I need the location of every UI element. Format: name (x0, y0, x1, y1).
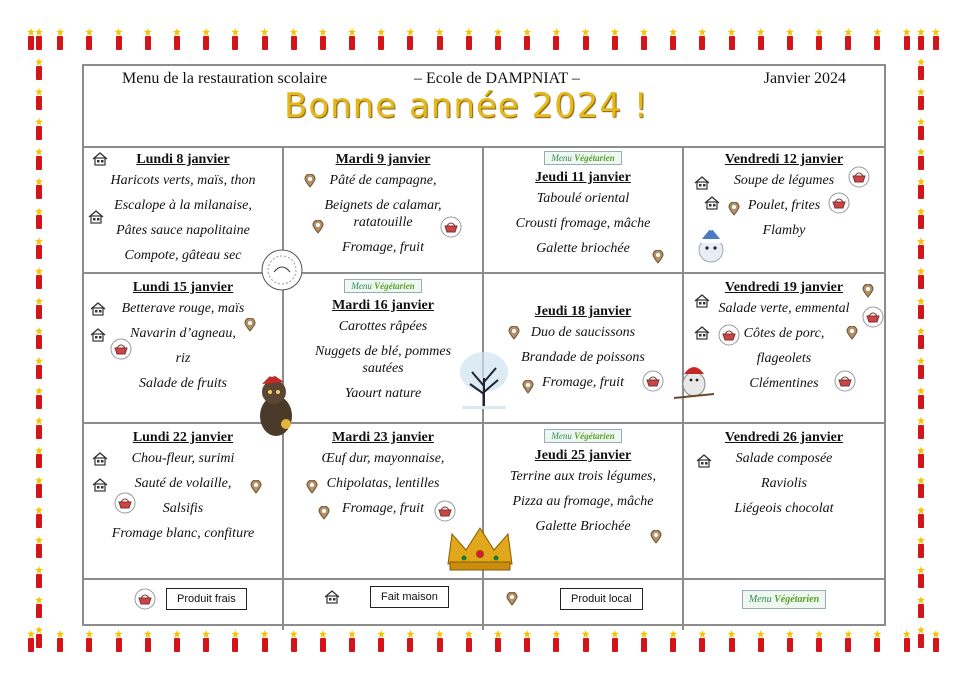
dish: Carottes râpées (338, 319, 428, 334)
day-title: Vendredi 19 janvier (724, 280, 844, 295)
basket-icon (862, 306, 884, 328)
house-icon (92, 452, 108, 466)
candle-icon (34, 148, 44, 170)
snowman-image (692, 226, 730, 264)
candle-icon (916, 446, 926, 468)
menu-header (84, 66, 884, 148)
candle-icon (785, 630, 795, 652)
candle-icon (668, 630, 678, 652)
house-icon (696, 454, 712, 468)
candle-icon (916, 297, 926, 319)
candle-border-left (34, 28, 54, 648)
candle-icon (916, 88, 926, 110)
candle-icon (114, 28, 124, 50)
menu-frame (82, 64, 886, 626)
house-icon (694, 294, 710, 308)
dish: Raviolis (761, 476, 807, 491)
candle-icon (114, 630, 124, 652)
legend-row (84, 580, 884, 630)
house-icon (88, 210, 104, 224)
basket-icon (642, 370, 664, 392)
candle-icon (581, 28, 591, 50)
pin-icon (244, 318, 256, 332)
dish: Flamby (762, 223, 806, 238)
candle-icon (916, 387, 926, 409)
candle-icon (289, 630, 299, 652)
candle-icon (260, 28, 270, 50)
dish: Fromage blanc, confiture (111, 526, 255, 541)
page-title: Bonne année 2024 ! (284, 86, 649, 126)
house-icon (90, 302, 106, 316)
day-title: Mardi 23 janvier (332, 430, 434, 445)
candle-icon (843, 28, 853, 50)
candle-border-right (916, 28, 936, 648)
candle-icon (34, 476, 44, 498)
header-left: Menu de la restauration scolaire (122, 70, 328, 87)
week-row-2 (84, 274, 884, 424)
candle-icon (464, 28, 474, 50)
basket-icon (114, 492, 136, 514)
day-title: Lundi 8 janvier (136, 152, 230, 167)
candle-icon (34, 387, 44, 409)
basket-icon (110, 338, 132, 360)
dish: Chipolatas, lentilles (326, 476, 440, 491)
pin-icon (508, 326, 520, 340)
candle-icon (84, 28, 94, 50)
candle-icon (916, 506, 926, 528)
candle-border-bottom (0, 630, 967, 658)
bird-image (674, 358, 714, 402)
candle-icon (916, 626, 926, 648)
house-icon (92, 152, 108, 166)
candle-icon (916, 28, 926, 50)
vegetarian-badge: Menu Végétarien (544, 429, 621, 443)
candle-icon (34, 177, 44, 199)
dish: Duo de saucissons (530, 325, 636, 340)
candle-icon (34, 506, 44, 528)
dish: Compote, gâteau sec (124, 248, 242, 263)
candle-icon (493, 630, 503, 652)
pin-icon (652, 250, 664, 264)
dish: Poulet, frites (747, 198, 821, 213)
candle-icon (34, 58, 44, 80)
dish: Terrine aux trois légumes, (510, 469, 656, 484)
candle-icon (916, 58, 926, 80)
candle-icon (376, 630, 386, 652)
pin-icon (650, 530, 662, 544)
candle-icon (581, 630, 591, 652)
candle-icon (34, 267, 44, 289)
day-cell-fri-26 (684, 424, 884, 578)
candle-icon (289, 28, 299, 50)
pin-icon (728, 202, 740, 216)
candle-icon (318, 630, 328, 652)
day-title: Vendredi 26 janvier (724, 430, 844, 445)
basket-icon (440, 216, 462, 238)
pin-icon (250, 480, 262, 494)
candle-icon (756, 28, 766, 50)
candle-icon (230, 630, 240, 652)
day-title: Jeudi 11 janvier (535, 170, 631, 185)
dish: Pizza au fromage, mâche (512, 494, 654, 509)
pin-icon (318, 506, 330, 520)
candle-icon (727, 28, 737, 50)
candle-icon (34, 28, 44, 50)
vegetarian-badge: Menu Végétarien (742, 590, 826, 609)
candle-icon (872, 28, 882, 50)
candle-icon (785, 28, 795, 50)
basket-icon (434, 500, 456, 522)
candle-icon (916, 207, 926, 229)
legend-homemade (284, 580, 484, 630)
pin-icon (862, 284, 874, 298)
dish: Salade composée (735, 451, 833, 466)
vegetarian-badge: Menu Végétarien (544, 151, 621, 165)
candle-icon (916, 327, 926, 349)
dish: Fromage, fruit (542, 375, 624, 390)
day-cell-tue-16 (284, 274, 484, 422)
day-cell-thu-11 (484, 146, 684, 272)
candle-icon (34, 327, 44, 349)
basket-icon (828, 192, 850, 214)
candle-icon (697, 28, 707, 50)
candle-icon (668, 28, 678, 50)
dish: Escalope à la milanaise, (114, 198, 252, 213)
vegetarian-badge: Menu Végétarien (344, 279, 421, 293)
dish: Salade de fruits (139, 376, 227, 391)
candle-icon (34, 626, 44, 648)
day-title: Lundi 22 janvier (132, 430, 234, 445)
pin-icon (306, 480, 318, 494)
candle-icon (34, 207, 44, 229)
legend-vegetarian (684, 580, 884, 630)
candle-icon (522, 630, 532, 652)
house-icon (694, 326, 710, 340)
legend-homemade-label: Fait maison (370, 586, 449, 608)
pin-icon (846, 326, 858, 340)
week-row-3 (84, 424, 884, 580)
dish: Fromage, fruit (342, 501, 424, 516)
logo-stamp-image (260, 248, 304, 292)
candle-icon (34, 357, 44, 379)
candle-icon (201, 630, 211, 652)
candle-icon (814, 28, 824, 50)
dish: Yaourt nature (344, 386, 422, 401)
day-cell-thu-25 (484, 424, 684, 578)
day-cell-fri-12 (684, 146, 884, 272)
house-icon (90, 328, 106, 342)
cat-image (250, 372, 302, 442)
candle-icon (143, 630, 153, 652)
dish: Soupe de légumes (733, 173, 835, 188)
candle-icon (916, 177, 926, 199)
day-cell-tue-9 (284, 146, 484, 272)
candle-icon (610, 630, 620, 652)
candle-icon (551, 630, 561, 652)
dish: Betterave rouge, maïs (121, 301, 245, 316)
candle-icon (639, 630, 649, 652)
candle-icon (610, 28, 620, 50)
pin-icon (522, 380, 534, 394)
candle-icon (318, 28, 328, 50)
legend-local (484, 580, 684, 630)
dish: Brandade de poissons (521, 350, 645, 365)
candle-icon (405, 630, 415, 652)
candle-icon (435, 28, 445, 50)
dish: Côtes de porc, (743, 326, 825, 341)
candle-border-top (0, 28, 967, 56)
day-cell-mon-8 (84, 146, 284, 272)
dish: Pâté de campagne, (329, 173, 437, 188)
candle-icon (34, 446, 44, 468)
candle-icon (260, 630, 270, 652)
day-title: Mardi 16 janvier (332, 298, 434, 313)
day-title: Jeudi 18 janvier (534, 304, 632, 319)
house-icon (704, 196, 720, 210)
candle-icon (34, 88, 44, 110)
candle-icon (916, 357, 926, 379)
day-cell-tue-23 (284, 424, 484, 578)
candle-icon (34, 596, 44, 618)
candle-icon (201, 28, 211, 50)
candle-icon (34, 536, 44, 558)
winter-tree-image (458, 348, 510, 410)
candle-icon (34, 237, 44, 259)
basket-icon (718, 324, 740, 346)
dish: Fromage, fruit (342, 240, 424, 255)
pin-icon (312, 220, 324, 234)
candle-icon (522, 28, 532, 50)
candle-icon (551, 28, 561, 50)
candle-icon (347, 28, 357, 50)
header-month: Janvier 2024 (763, 70, 846, 87)
candle-icon (493, 28, 503, 50)
candle-icon (84, 630, 94, 652)
candle-icon (727, 630, 737, 652)
candle-icon (902, 630, 912, 652)
pin-icon (506, 592, 518, 606)
dish: Beignets de calamar, ratatouille (324, 198, 442, 230)
candle-icon (34, 118, 44, 140)
legend-fresh-label: Produit frais (166, 588, 247, 610)
dish: Salsifis (162, 501, 204, 516)
dish: Clémentines (749, 376, 819, 391)
dish: Chou-fleur, surimi (131, 451, 235, 466)
day-title: Lundi 15 janvier (132, 280, 234, 295)
candle-icon (172, 28, 182, 50)
dish: Œuf dur, mayonnaise, (321, 451, 445, 466)
candle-icon (916, 267, 926, 289)
candle-icon (143, 28, 153, 50)
candle-icon (34, 417, 44, 439)
candle-icon (464, 630, 474, 652)
candle-icon (34, 297, 44, 319)
candle-icon (916, 417, 926, 439)
candle-icon (916, 476, 926, 498)
day-title: Mardi 9 janvier (335, 152, 431, 167)
candle-icon (405, 28, 415, 50)
dish: flageolets (756, 351, 812, 366)
candle-icon (639, 28, 649, 50)
day-title: Jeudi 25 janvier (534, 448, 632, 463)
dish: Haricots verts, maïs, thon (110, 173, 256, 188)
candle-icon (347, 630, 357, 652)
candle-icon (872, 630, 882, 652)
day-cell-fri-19 (684, 274, 884, 422)
dish: Liégeois chocolat (734, 501, 834, 516)
dish: Nuggets de blé, pommes sautées (314, 344, 452, 376)
candle-icon (376, 28, 386, 50)
house-icon (324, 590, 340, 604)
candle-icon (814, 630, 824, 652)
candle-icon (55, 28, 65, 50)
legend-fresh (84, 580, 284, 630)
header-school: – Ecole de DAMPNIAT – (414, 70, 580, 87)
candle-icon (55, 630, 65, 652)
day-cell-thu-18 (484, 274, 684, 422)
candle-icon (697, 630, 707, 652)
candle-icon (916, 118, 926, 140)
candle-icon (34, 566, 44, 588)
menu-grid (84, 146, 884, 630)
dish: Navarin d’agneau, (130, 326, 236, 341)
pin-icon (304, 174, 316, 188)
candle-icon (172, 630, 182, 652)
house-icon (694, 176, 710, 190)
candle-icon (916, 566, 926, 588)
dish: Salade verte, emmental (718, 301, 850, 316)
candle-icon (756, 630, 766, 652)
candle-icon (230, 28, 240, 50)
dish: riz (175, 351, 191, 366)
candle-icon (916, 148, 926, 170)
candle-icon (916, 536, 926, 558)
day-cell-mon-22 (84, 424, 284, 578)
dish: Sauté de volaille, (134, 476, 232, 491)
basket-icon (848, 166, 870, 188)
basket-icon (134, 588, 156, 610)
candle-icon (843, 630, 853, 652)
dish: Galette briochée (536, 241, 630, 256)
dish: Galette Briochée (535, 519, 631, 534)
day-title: Vendredi 12 janvier (724, 152, 844, 167)
dish: Taboulé oriental (536, 191, 630, 206)
candle-icon (916, 596, 926, 618)
candle-icon (902, 28, 912, 50)
candle-icon (916, 237, 926, 259)
dish: Pâtes sauce napolitaine (116, 223, 250, 238)
week-row-1 (84, 146, 884, 274)
legend-local-label: Produit local (560, 588, 643, 610)
candle-icon (435, 630, 445, 652)
house-icon (92, 478, 108, 492)
basket-icon (834, 370, 856, 392)
dish: Crousti fromage, mâche (515, 216, 651, 231)
